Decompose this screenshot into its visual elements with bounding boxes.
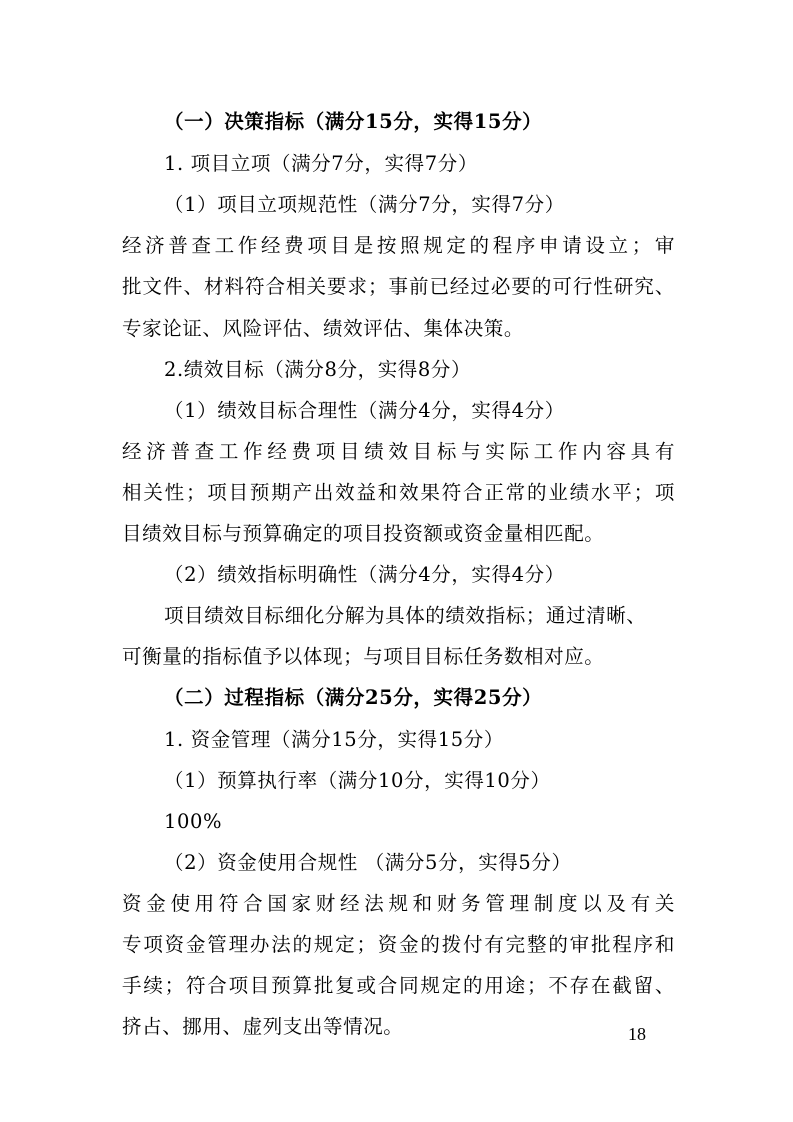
- paragraph-line: 经济普查工作经费项目绩效目标与实际工作内容具有: [122, 440, 675, 463]
- item-title-performance-goal: 2.绩效目标（满分8分，实得8分）: [164, 358, 472, 381]
- paragraph-line: 挤占、挪用、虚列支出等情况。: [122, 1015, 404, 1038]
- paragraph-line: 手续；符合项目预算批复或合同规定的用途；不存在截留、: [122, 974, 675, 997]
- paragraph-line: 目绩效目标与预算确定的项目投资额或资金量相匹配。: [122, 522, 605, 545]
- paragraph-line: 专家论证、风险评估、绩效评估、集体决策。: [122, 317, 525, 340]
- item-title-project-approval: 1. 项目立项（满分7分，实得7分）: [164, 152, 478, 175]
- section-heading-decision: （一）决策指标（满分15分，实得15分）: [164, 110, 543, 133]
- paragraph-line: 相关性；项目预期产出效益和效果符合正常的业绩水平；项: [122, 481, 675, 504]
- page-number: 18: [628, 1024, 646, 1044]
- paragraph-line: 项目绩效目标细化分解为具体的绩效指标；通过清晰、: [164, 604, 647, 627]
- budget-execution-rate-value: 100%: [164, 810, 223, 833]
- item-title-fund-management: 1. 资金管理（满分15分，实得15分）: [164, 728, 504, 751]
- subitem-title-approval-standard: （1）项目立项规范性（满分7分，实得7分）: [164, 193, 565, 216]
- subitem-title-fund-compliance: （2）资金使用合规性 （满分5分，实得5分）: [164, 851, 572, 874]
- paragraph-line: 可衡量的指标值予以体现；与项目目标任务数相对应。: [122, 645, 605, 668]
- paragraph-line: 资金使用符合国家财经法规和财务管理制度以及有关: [122, 892, 675, 915]
- subitem-title-indicator-clarity: （2）绩效指标明确性（满分4分，实得4分）: [164, 563, 565, 586]
- subitem-title-goal-reasonableness: （1）绩效目标合理性（满分4分，实得4分）: [164, 399, 565, 422]
- subitem-title-budget-execution-rate: （1）预算执行率（满分10分，实得10分）: [164, 769, 551, 792]
- paragraph-line: 批文件、材料符合相关要求；事前已经过必要的可行性研究、: [122, 275, 675, 298]
- section-heading-process: （二）过程指标（满分25分，实得25分）: [164, 686, 543, 709]
- paragraph-line: 经济普查工作经费项目是按照规定的程序申请设立；审: [122, 234, 675, 257]
- paragraph-line: 专项资金管理办法的规定；资金的拨付有完整的审批程序和: [122, 933, 675, 956]
